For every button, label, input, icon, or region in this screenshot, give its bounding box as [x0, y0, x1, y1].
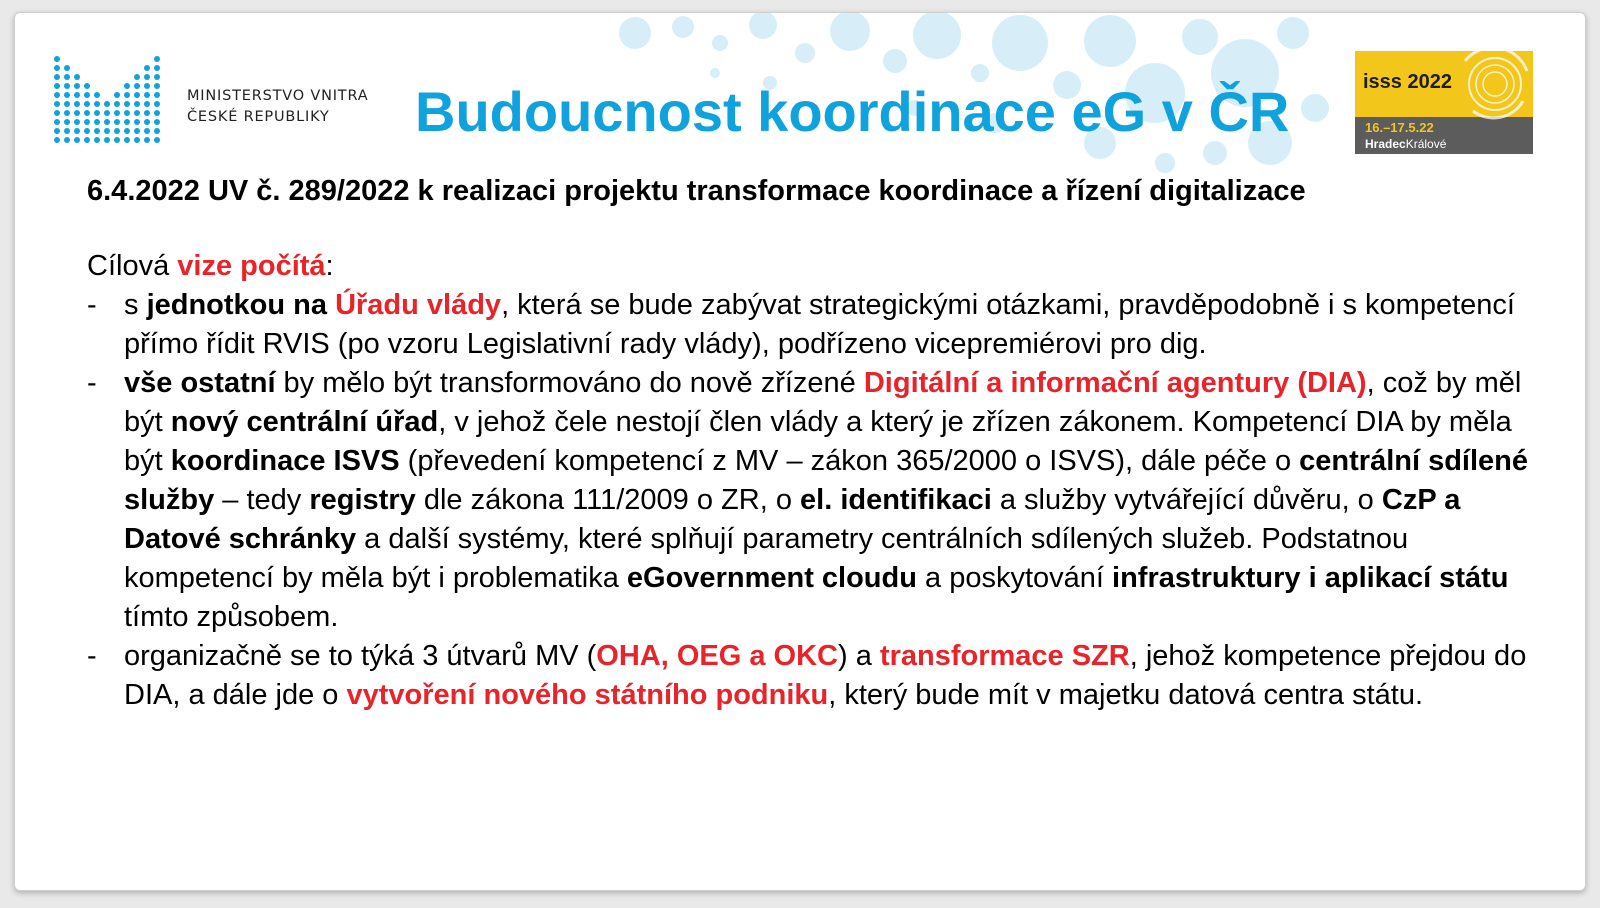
- lead-part-2: vize počítá: [177, 250, 326, 282]
- list-item: [87, 637, 1547, 715]
- bullet-2-part-8: (převedení kompetencí z MV – zákon 365/2000 o ISVS), dále péče o: [399, 445, 1300, 477]
- bullet-1-part-4: , která se bude zabývat strategickými otázkami, pravděpodobně i s kompetencí přímo řídit RVIS (po vzoru Legislativní rady vlády), podřízeno vicepremiérovi pro dig.: [124, 289, 1515, 360]
- vision-bullet-list: [87, 286, 1547, 715]
- event-dates: 16.–17.5.22: [1365, 120, 1434, 135]
- bullet-3-part-3: ) a: [838, 640, 880, 672]
- bullet-3-part-5: , jehož kompetence přejdou do DIA, a dále jde o: [124, 640, 1527, 711]
- bullet-2-part-3: Digitální a informační agentury (DIA): [863, 367, 1367, 399]
- list-item: [87, 286, 1547, 364]
- bullet-dash: -: [87, 367, 97, 399]
- bullet-2-part-4: , což by měl být: [124, 367, 1522, 438]
- bullet-2-part-5: nový centrální úřad: [170, 406, 439, 438]
- event-city-rest: Králové: [1405, 137, 1447, 151]
- bullet-3-part-7: , který bude mít v majetku datová centra státu.: [828, 679, 1424, 711]
- lead-part-3: :: [325, 250, 334, 282]
- page-title: Budoucnost koordinace eG v ČR: [415, 80, 1290, 143]
- bullet-dash: -: [87, 640, 97, 672]
- bullet-2-part-18: a poskytování: [916, 562, 1113, 594]
- bullet-1-part-3: Úřadu vlády: [335, 289, 502, 321]
- slide-content: [87, 173, 1547, 715]
- body-text: [87, 247, 1547, 715]
- lead-part-1: Cílová: [87, 250, 178, 282]
- ministry-name: [187, 86, 368, 128]
- bullet-dash: -: [87, 289, 97, 321]
- bullet-2-part-7: koordinace ISVS: [170, 445, 400, 477]
- bullet-3-part-1: organizačně se to týká 3 útvarů MV (: [124, 640, 597, 672]
- event-name: isss 2022: [1363, 71, 1452, 93]
- bullet-2-part-12: dle zákona 111/2009 o ZR, o: [415, 484, 801, 516]
- bullet-2-part-20: tímto způsobem.: [124, 601, 339, 633]
- bullet-2-part-1: vše ostatní: [124, 367, 276, 399]
- bullet-2-part-16: a další systémy, které splňují parametry centrálních sdílených služeb. Podstatnou kompetencí by měla být i problematika: [124, 523, 1409, 594]
- bullet-2-part-10: – tedy: [214, 484, 310, 516]
- ministry-logo-icon: [53, 55, 173, 145]
- bullet-2-part-13: el. identifikaci: [800, 484, 992, 516]
- bullet-2-part-2: by mělo být transformováno do nově zřízené: [275, 367, 864, 399]
- bullet-2-part-19: infrastruktury i aplikací státu: [1112, 562, 1509, 594]
- bullet-2-part-15: CzP a Datové schránky: [124, 484, 1461, 555]
- bullet-3-part-6: vytvoření nového státního podniku: [346, 679, 829, 711]
- event-city: [1365, 137, 1446, 151]
- bullet-3-part-4: transformace SZR: [879, 640, 1130, 672]
- ministry-name-line2: ČESKÉ REPUBLIKY: [187, 109, 330, 125]
- bullet-2-part-14: a služby vytvářející důvěru, o: [991, 484, 1382, 516]
- resolution-subtitle: 6.4.2022 UV č. 289/2022 k realizaci projektu transformace koordinace a řízení digitalizace: [87, 175, 1306, 207]
- event-badge: [1355, 51, 1533, 154]
- bullet-3-part-2: OHA, OEG a OKC: [596, 640, 838, 672]
- bullet-2-part-6: , v jehož čele nestojí člen vlády a který je zřízen zákonem. Kompetencí DIA by měla být: [124, 406, 1512, 477]
- bullet-2-part-9: centrální sdílené služby: [124, 445, 1529, 516]
- slide: [14, 12, 1586, 891]
- list-item: [87, 364, 1547, 637]
- bullet-1-part-2: jednotkou na: [146, 289, 336, 321]
- bullet-2-part-17: eGovernment cloudu: [626, 562, 917, 594]
- ministry-name-line1: MINISTERSTVO VNITRA: [187, 88, 369, 104]
- bullet-2-part-11: registry: [309, 484, 416, 516]
- event-city-bold: Hradec: [1365, 137, 1406, 151]
- vision-lead: [87, 247, 1547, 286]
- bullet-1-part-1: s: [124, 289, 147, 321]
